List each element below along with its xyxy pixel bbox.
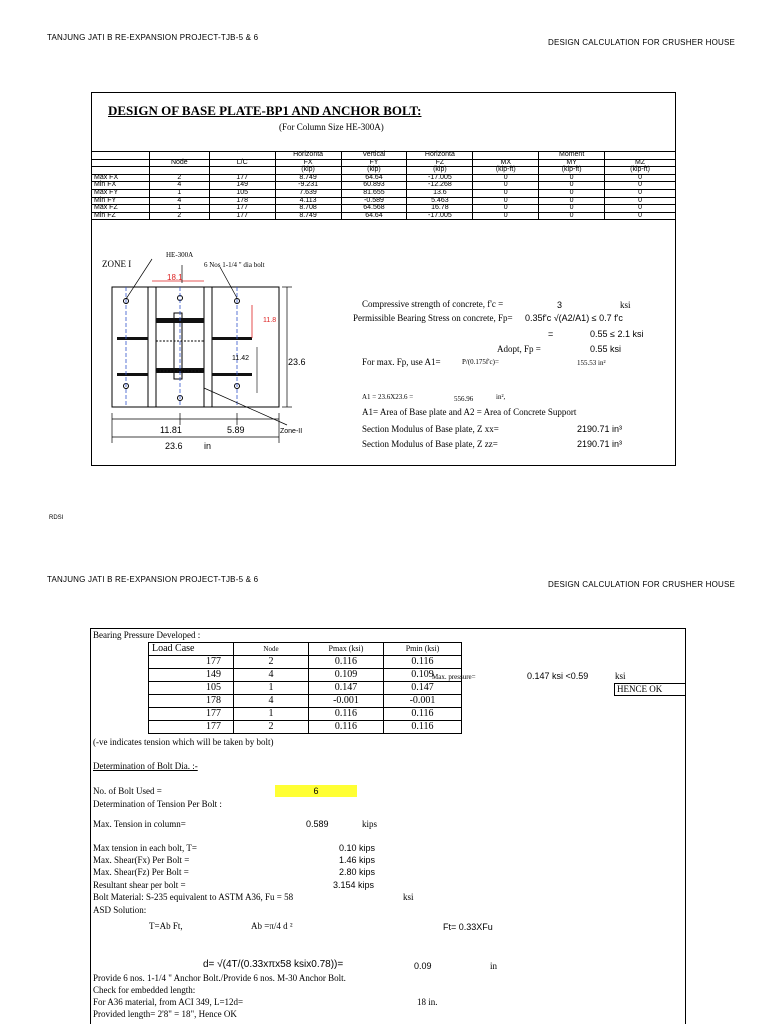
footnote: RDSI [49, 515, 64, 521]
eq-d: d= √(4T/(0.33xπx58 ksix0.78))= [203, 959, 344, 970]
adopt-label: Adopt, Fp = [497, 344, 541, 354]
dim-top: 18.1 [167, 273, 183, 282]
fmax-label: For max. Fp, use A1= [362, 357, 441, 367]
shear-fx-value: 1.46 kips [339, 855, 376, 865]
column-flange-left [148, 287, 156, 407]
bearing-table [148, 642, 462, 734]
eq-t: T=Ab Ft, [149, 921, 183, 931]
max-pressure-label: Max. pressure= [432, 673, 476, 681]
a1-unit: in², [496, 393, 506, 401]
forces-unit-row: (kip) (kip) (kip) (kip-ft) (kip-ft) (kip-ft) [92, 167, 676, 175]
column-flange-right [204, 287, 212, 407]
design-title: DESIGN OF BASE PLATE-BP1 AND ANCHOR BOLT: [108, 103, 422, 118]
bolt-dia-title: Determination of Bolt Dia. :- [93, 761, 198, 771]
forces-header-row: Node L/C FX FY FZ MX MY MZ [92, 159, 676, 167]
table-row: 177 2 0.116 0.116 [149, 721, 462, 734]
design-box-page1 [91, 92, 676, 466]
tension-note: (-ve indicates tension which will be taken by bolt) [93, 737, 274, 747]
bolts-used-value: 6 [275, 785, 357, 797]
zzz-value: 2190.71 in³ [577, 439, 623, 449]
fp-formula: 0.35f'c √(A2/A1) ≤ 0.7 f'c [525, 313, 623, 323]
material-unit: ksi [403, 892, 414, 902]
page1-header-right: DESIGN CALCULATION FOR CRUSHER HOUSE [548, 38, 736, 47]
group-header-fx: Horizonta [275, 152, 341, 160]
fmax-formula: P/(0.175f'c)= [462, 358, 499, 366]
eq-ft: Ft= 0.33XFu [443, 922, 493, 932]
bearing-title: Bearing Pressure Developed : [93, 630, 201, 640]
page2-header-left: TANJUNG JATI B RE-EXPANSION PROJECT-TJB-5 & 6 [47, 575, 259, 584]
table-row: Max FY 1 105 7.639 81.655 13.6 0 0 0 [92, 189, 676, 197]
dim-left-bottom: 11.81 [160, 425, 182, 435]
tension-each-value: 0.10 kips [339, 843, 376, 853]
dim-height: 23.6 [288, 357, 306, 367]
base-plate-outline [112, 287, 279, 407]
zone1-label: ZONE I [102, 259, 132, 269]
dim-inner: 11.42 [232, 355, 249, 362]
resultant-label: Resultant shear per bolt = [93, 880, 186, 890]
page2-header-right: DESIGN CALCULATION FOR CRUSHER HOUSE [548, 580, 736, 589]
zzz-label: Section Modulus of Base plate, Z zz= [362, 439, 498, 449]
aci-value: 18 in. [417, 997, 438, 1007]
eq-d-unit: in [490, 961, 498, 971]
tension-each-label: Max tension in each bolt, T= [93, 843, 197, 853]
group-header-moment: Moment [539, 152, 605, 160]
zxx-label: Section Modulus of Base plate, Z xx= [362, 424, 499, 434]
material-line: Bolt Material: S-235 equivalent to ASTM A36, Fu = 58 [93, 892, 294, 902]
fc-value: 3 [557, 300, 563, 310]
tension-title: Determination of Tension Per Bolt : [93, 799, 222, 809]
table-row: 149 4 0.109 0.109 [149, 669, 462, 682]
bolt-callout: 6 Nos 1-1/4 " dia bolt [204, 261, 265, 269]
table-row: Min FZ 2 177 8.749 64.64 -17.005 0 0 0 [92, 212, 676, 220]
table-row: 177 1 0.116 0.116 [149, 708, 462, 721]
group-header-fy: Vertical [341, 152, 407, 160]
fp-label: Permissible Bearing Stress on concrete, Fp= [353, 313, 513, 323]
provide-line: Provide 6 nos. 1-1/4 " Anchor Bolt./Provide 6 nos. M-30 Anchor Bolt. [93, 973, 346, 983]
dim-total-unit: in [204, 441, 212, 451]
a1-value: 556.96 [454, 395, 474, 403]
column-label: HE-300A [166, 251, 194, 259]
max-pressure-value: 0.147 ksi <0.59 [527, 671, 589, 681]
base-plate-drawing [92, 243, 352, 465]
fmax-value: 155.53 in² [577, 359, 606, 367]
aci-line: For A36 material, from ACI 349, L=12d= [93, 997, 244, 1007]
bolts-used-label: No. of Bolt Used = [93, 786, 162, 796]
adopt-value: 0.55 ksi [590, 344, 622, 354]
max-pressure-unit: ksi [615, 671, 626, 681]
group-header-fz: Horizonta [407, 152, 473, 160]
max-tension-label: Max. Tension in column= [93, 819, 186, 829]
area-definition: A1= Area of Base plate and A2 = Area of Concrete Support [362, 407, 577, 417]
provided-line: Provided length= 2'8" = 18", Hence OK [93, 1009, 237, 1019]
table-row: Min FY 4 178 4.113 -0.589 5.463 0 0 0 [92, 197, 676, 205]
table-row: Max FX 2 177 8.749 64.64 -17.005 0 0 0 [92, 174, 676, 182]
resultant-value: 3.154 kips [333, 880, 375, 890]
forces-table [91, 151, 676, 220]
hence-ok-badge: HENCE OK [614, 683, 686, 696]
fp-value: 0.55 ≤ 2.1 ksi [590, 329, 644, 339]
page1-header-left: TANJUNG JATI B RE-EXPANSION PROJECT-TJB-5 & 6 [47, 33, 259, 42]
table-row: 178 4 -0.001 -0.001 [149, 695, 462, 708]
embed-title: Check for embedded length: [93, 985, 196, 995]
fp-eq: = [548, 329, 554, 339]
design-subtitle: (For Column Size HE-300A) [279, 122, 384, 132]
design-box-page2 [90, 628, 686, 1024]
table-row: Max FZ 1 177 8.708 64.568 16.78 0 0 0 [92, 205, 676, 213]
table-row: 177 2 0.116 0.116 [149, 656, 462, 669]
asd-label: ASD Solution: [93, 905, 147, 915]
a1-label: A1 = 23.6X23.6 = [362, 393, 414, 401]
eq-ab: Ab =π/4 d ² [251, 921, 293, 931]
table-row: Min FX 4 149 -9.231 60.893 -12.268 0 0 0 [92, 182, 676, 190]
shear-fz-label: Max. Shear(Fz) Per Bolt = [93, 867, 189, 877]
shear-fz-value: 2.80 kips [339, 867, 376, 877]
table-row: 105 1 0.147 0.147 [149, 682, 462, 695]
fc-label: Compressive strength of concrete, f'c = [362, 299, 504, 309]
dim-right-small: 11.8 [263, 317, 277, 324]
zxx-value: 2190.71 in³ [577, 424, 623, 434]
dim-right-bottom: 5.89 [227, 425, 245, 435]
max-tension-unit: kips [362, 819, 378, 829]
eq-d-value: 0.09 [414, 961, 432, 971]
bearing-header-row: Load Case Node Pmax (ksi) Pmin (ksi) [149, 643, 462, 656]
dim-total: 23.6 [165, 441, 183, 451]
fc-unit: ksi [620, 300, 631, 310]
shear-fx-label: Max. Shear(Fx) Per Bolt = [93, 855, 190, 865]
zone2-label: Zone-II [280, 428, 303, 435]
max-tension-value: 0.589 [306, 819, 329, 829]
